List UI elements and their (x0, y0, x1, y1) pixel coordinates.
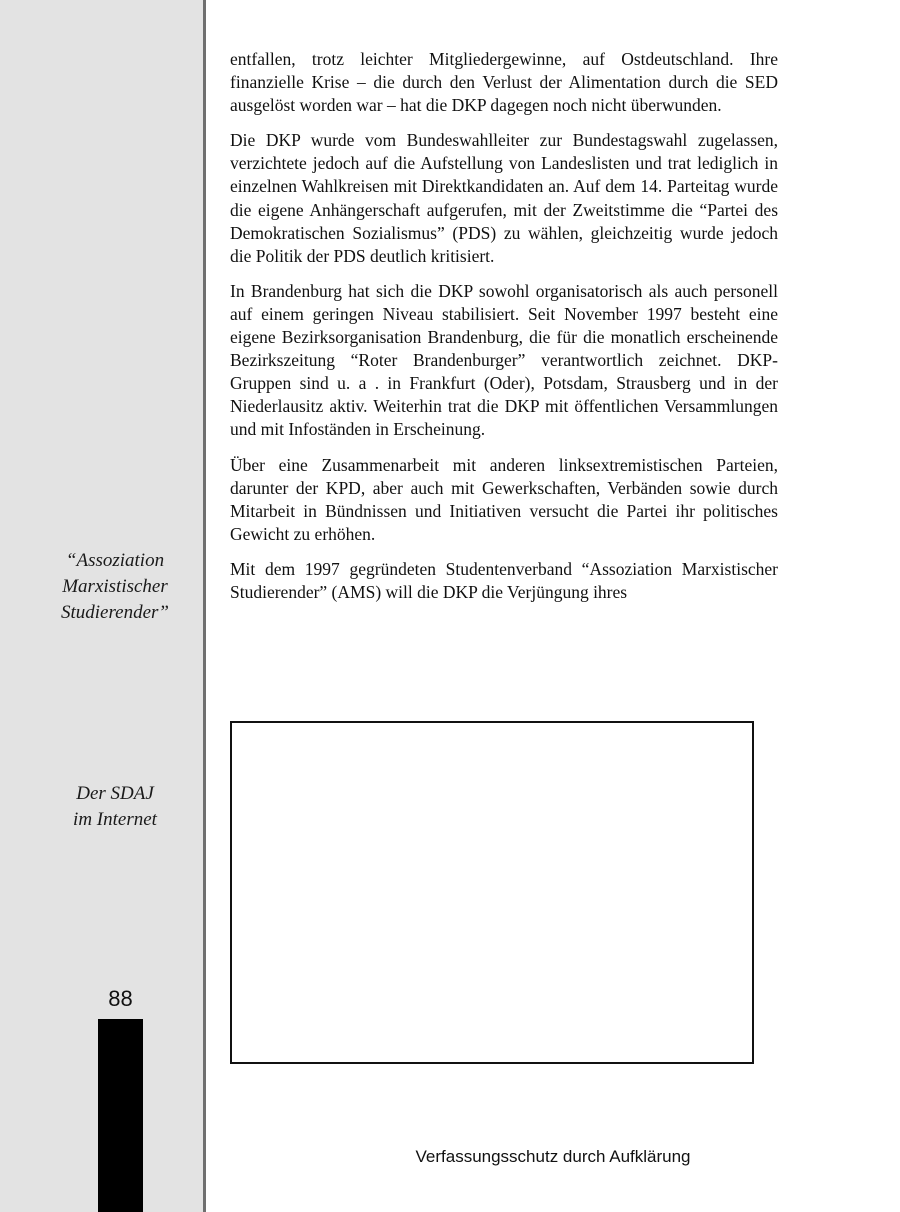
margin-note-line: Marxistischer (62, 576, 168, 597)
paragraph: Mit dem 1997 gegründeten Studentenverband “Assoziation Marxistischer Studierender” (AMS) will die DKP die Verjüngung ihres (230, 558, 778, 602)
page-number: 88 (108, 986, 133, 1011)
paragraph: In Brandenburg hat sich die DKP sowohl organisatorisch als auch personell auf einem geringen Niveau stabilisiert. Seit November 1997 besteht eine eigene Bezirksorganisation Brandenburg, die für die monatlich erscheinende Bezirkszeitung “Roter Brandenburger” verantwortlich zeichnet. DKP-Gruppen sind u. a . in Frankfurt (Oder), Potsdam, Strausberg und in der Niederlausitz aktiv. Weiterhin trat die DKP mit öffentlichen Versammlungen und mit Infoständen in Erscheinung. (230, 280, 778, 440)
body-text (230, 48, 778, 616)
image-placeholder-frame (230, 721, 754, 1064)
margin-note-ams (40, 548, 190, 626)
page-footer: Verfassungsschutz durch Aufklärung (415, 1147, 691, 1166)
paragraph: entfallen, trotz leichter Mitgliedergewinne, auf Ostdeutschland. Ihre finanzielle Krise – die durch den Verlust der Alimentation durch die SED ausgelöst worden war – hat die DKP dagegen noch nicht überwunden. (230, 49, 778, 116)
paragraph: Über eine Zusammenarbeit mit anderen linksextremistischen Parteien, darunter der KPD, aber auch mit Gewerkschaften, Verbänden sowie durch Mitarbeit in Bündnissen und Initiativen versucht die Partei ihr politisches Gewicht zu erhöhen. (230, 454, 778, 544)
margin-note-line: Der SDAJ (76, 783, 154, 804)
margin-note-line: im Internet (73, 809, 157, 830)
page-tab-marker (98, 1019, 143, 1212)
margin-note-line: “Assoziation (65, 550, 165, 571)
margin-note-sdaj (40, 781, 190, 833)
margin-note-line: Studierender” (60, 602, 169, 623)
sidebar-divider (203, 0, 206, 1212)
paragraph: Die DKP wurde vom Bundeswahlleiter zur Bundestagswahl zugelassen, verzichtete jedoch auf die Aufstellung von Landeslisten und trat lediglich in einzelnen Wahlkreisen mit Direktkandidaten an. Auf dem 14. Parteitag wurde die eigene Anhängerschaft aufgerufen, mit der Zweitstimme die “Partei des Demokratischen Sozialismus” (PDS) zu wählen, gleichzeitig wurde jedoch die Politik der PDS deutlich kritisiert. (230, 130, 778, 266)
